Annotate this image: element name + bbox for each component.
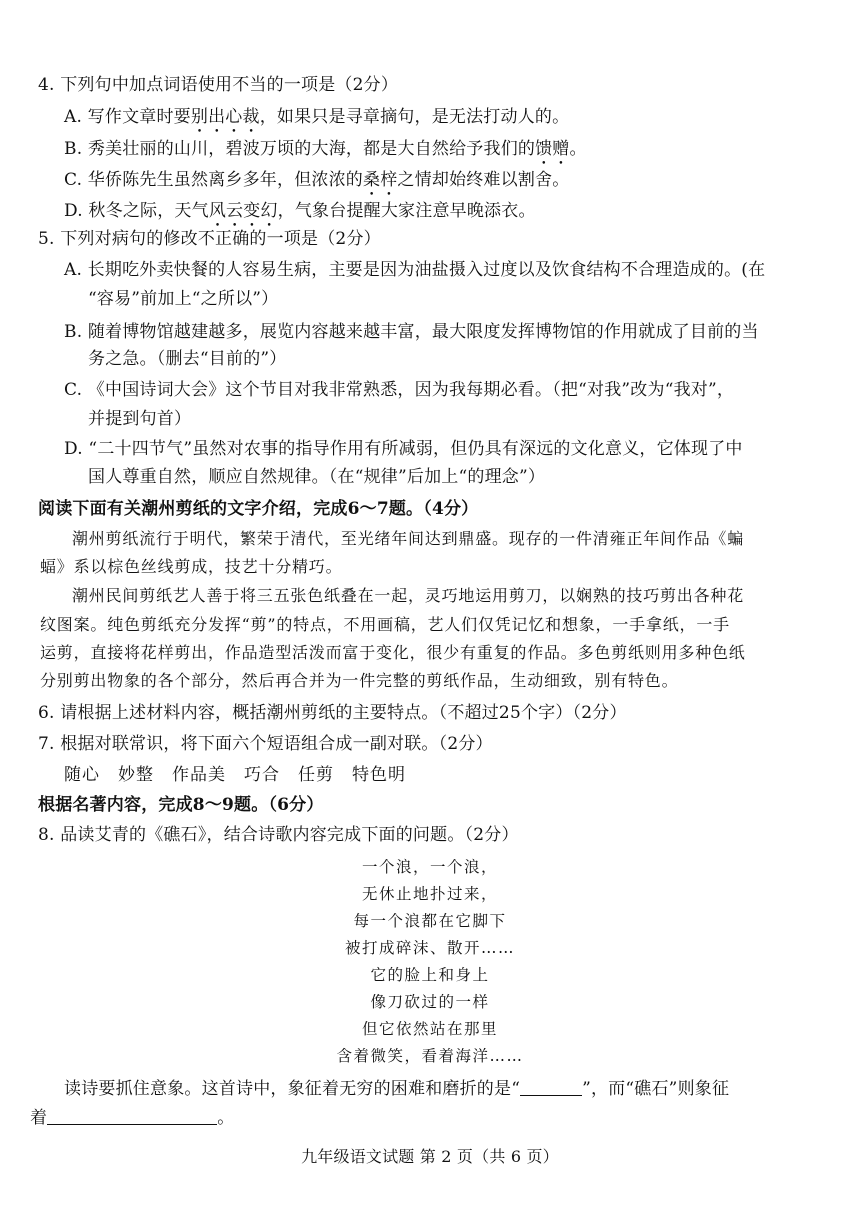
q4-option-a: A. 写作文章时要别出心裁，如果只是寻章摘句，是无法打动人的。: [64, 107, 570, 127]
reading1-title: 阅读下面有关潮州剪纸的文字介绍，完成6～7题。（4分）: [38, 499, 479, 519]
reading1-paragraph1-line2: 蝠》系以棕色丝线剪成，技艺十分精巧。: [40, 557, 343, 576]
poem-line-7: 但它依然站在那里: [361, 1020, 498, 1038]
answer-blank-2[interactable]: [47, 1108, 217, 1125]
reading1-paragraph2-line4: 分别剪出物象的各个部分，然后再合并为一件完整的剪纸作品，生动细致，别有特色。: [40, 671, 679, 690]
q8-question-line2: 着 。: [30, 1108, 235, 1128]
q8-stem: 8. 品读艾青的《礁石》，结合诗歌内容完成下面的问题。（2分）: [38, 825, 519, 845]
q7-phrases: 随心 妙整 作品美 巧合 任剪 特色明: [64, 765, 406, 785]
q5-option-b-line1: B. 随着博物馆越建越多，展览内容越来越丰富，最大限度发挥博物馆的作用就成了目前的当: [64, 322, 759, 342]
q4-option-b: B. 秀美壮丽的山川，碧波万顷的大海，都是大自然给予我们的馈赠。: [64, 139, 587, 159]
poem-line-5: 它的脸上和身上: [370, 966, 490, 984]
poem-line-4: 被打成碎沫、散开……: [344, 939, 515, 957]
q8-question-line1: 读诗要抓住意象。这首诗中，象征着无穷的困难和磨折的是“ ”，而“礁石”则象征: [64, 1079, 730, 1099]
q5-option-a-line2: “容易”前加上“之所以”）: [88, 289, 279, 309]
poem-line-1: 一个浪，一个浪，: [361, 858, 498, 876]
q6-stem: 6. 请根据上述材料内容，概括潮州剪纸的主要特点。（不超过25个字）（2分）: [38, 703, 627, 723]
reading1-paragraph2-line1: 潮州民间剪纸艺人善于将三五张色纸叠在一起，灵巧地运用剪刀，以娴熟的技巧剪出各种花: [72, 586, 745, 605]
q5-option-b-line2: 务之急。（删去“目前的”）: [88, 349, 287, 369]
reading1-paragraph2-line3: 运剪，直接将花样剪出，作品造型活泼而富于变化，很少有重复的作品。多色剪纸则用多种色纸: [40, 643, 746, 662]
q4-option-d: D. 秋冬之际，天气风云变幻，气象台提醒大家注意早晚添衣。: [64, 201, 536, 221]
q4-option-c: C. 华侨陈先生虽然离乡多年，但浓浓的桑梓之情却始终难以割舍。: [64, 170, 570, 190]
reading1-paragraph1-line1: 潮州剪纸流行于明代，繁荣于清代，至光绪年间达到鼎盛。现存的一件清雍正年间作品《蝙: [72, 529, 745, 548]
q5-option-c-line2: 并提到句首）: [88, 409, 192, 429]
reading1-paragraph2-line2: 纹图案。纯色剪纸充分发挥“剪”的特点，不用画稿，艺人们仅凭记忆和想象，一手拿纸，一手: [40, 615, 730, 634]
q5-option-a-line1: A. 长期吃外卖快餐的人容易生病，主要是因为油盐摄入过度以及饮食结构不合理造成的。(在: [64, 260, 766, 280]
q4-b-dotted-word: 馈赠: [535, 139, 570, 159]
q5-option-d-line2: 国人尊重自然，顺应自然规律。（在“规律”后加上“的理念”）: [88, 467, 546, 487]
poem-line-2: 无休止地扑过来，: [361, 885, 498, 903]
q4-c-dotted-word: 桑梓: [363, 170, 398, 190]
poem-line-6: 像刀砍过的一样: [370, 993, 490, 1011]
q5-option-c-line1: C. 《中国诗词大会》这个节目对我非常熟悉，因为我每期必看。（把“对我”改为“我对”，: [64, 380, 735, 400]
q4-d-dotted-word: 风云变幻: [208, 201, 278, 221]
answer-blank-1[interactable]: [520, 1079, 582, 1096]
poem-line-3: 每一个浪都在它脚下: [353, 912, 507, 930]
q5-option-d-line1: D. “二十四节气”虽然对农事的指导作用有所减弱，但仍具有深远的文化意义，它体现了中: [64, 439, 743, 459]
q7-stem: 7. 根据对联常识，将下面六个短语组合成一副对联。（2分）: [38, 734, 493, 754]
poem-line-8: 含着微笑，看着海洋……: [336, 1047, 524, 1065]
q5-stem: 5. 下列对病句的修改不正确的一项是（2分）: [38, 229, 381, 249]
q4-a-dotted-word: 别出心裁: [190, 107, 260, 127]
page-footer: 九年级语文试题 第 2 页（共 6 页）: [301, 1147, 559, 1166]
reading2-title: 根据名著内容，完成8～9题。（6分）: [38, 795, 324, 815]
q4-stem: 4. 下列句中加点词语使用不当的一项是（2分）: [38, 75, 399, 95]
